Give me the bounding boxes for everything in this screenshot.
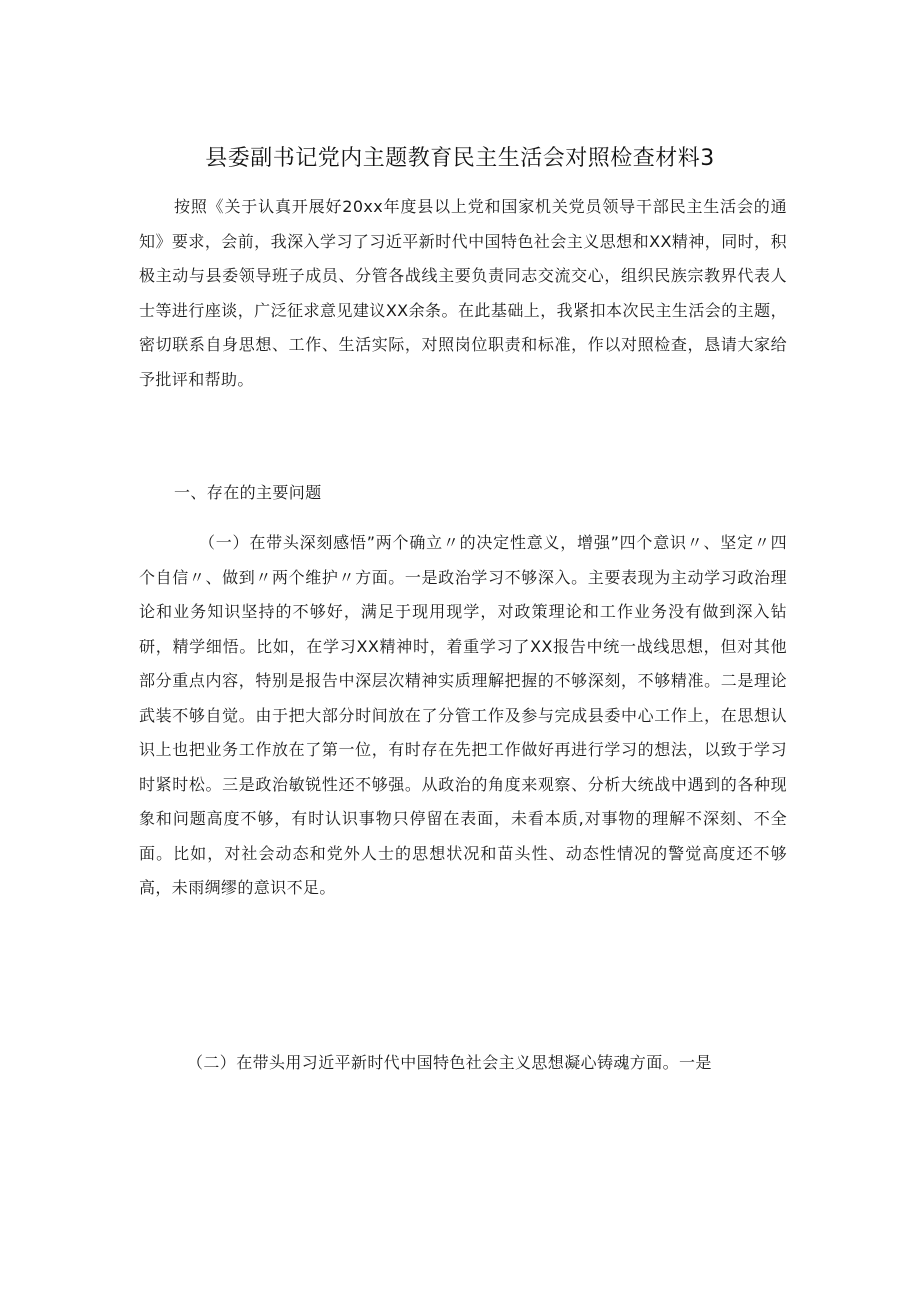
intro-paragraph: 按照《关于认真开展好20xx年度县以上党和国家机关党员领导干部民主生活会的通知》要求，会前，我深入学习了习近平新时代中国特色社会主义思想和XX精神，同时，积极主动与县委领导班子成员、分管各战线主要负责同志交流交心，组织民族宗教界代表人士等进行座谈，广泛征求意见建议XX余条。在此基础上，我紧扣本次民主生活会的主题，密切联系自身思想、工作、生活实际，对照岗位职责和标准，作以对照检查，恳请大家给予批评和帮助。 bbox=[139, 197, 787, 389]
section-item-paragraph: （一）在带头深刻感悟”两个确立〃的决定性意义，增强”四个意识〃、坚定〃四个自信〃、做到〃两个维护〃方面。一是政治学习不够深入。主要表现为主动学习政治理论和业务知识坚持的不够好，满足于现用现学，对政策理论和工作业务没有做到深入钻研，精学细悟。比如，在学习XX精神时，着重学习了XX报告中统一战线思想，但对其他部分重点内容，特别是报告中深层次精神实质理解把握的不够深刻，不够精准。二是理论武装不够自觉。由于把大部分时间放在了分管工作及参与完成县委中心工作上，在思想认识上也把业务工作放在了第一位，有时存在先把工作做好再进行学习的想法，以致于学习时紧时松。三是政治敏锐性还不够强。从政治的角度来观察、分析大统战中遇到的各种现象和问题高度不够，有时认识事物只停留在表面，未看本质,对事物的理解不深刻、不全面。比如，对社会动态和党外人士的思想状况和苗头性、动态性情况的警觉高度还不够高，未雨绸缪的意识不足。 bbox=[139, 533, 787, 897]
section-item-paragraph-2: （二）在带头用习近平新时代中国特色社会主义思想凝心铸魂方面。一是 bbox=[187, 1053, 712, 1072]
document-title: 县委副书记党内主题教育民主生活会对照检查材料3 bbox=[205, 146, 715, 171]
section-heading: 一、存在的主要问题 bbox=[174, 483, 322, 502]
